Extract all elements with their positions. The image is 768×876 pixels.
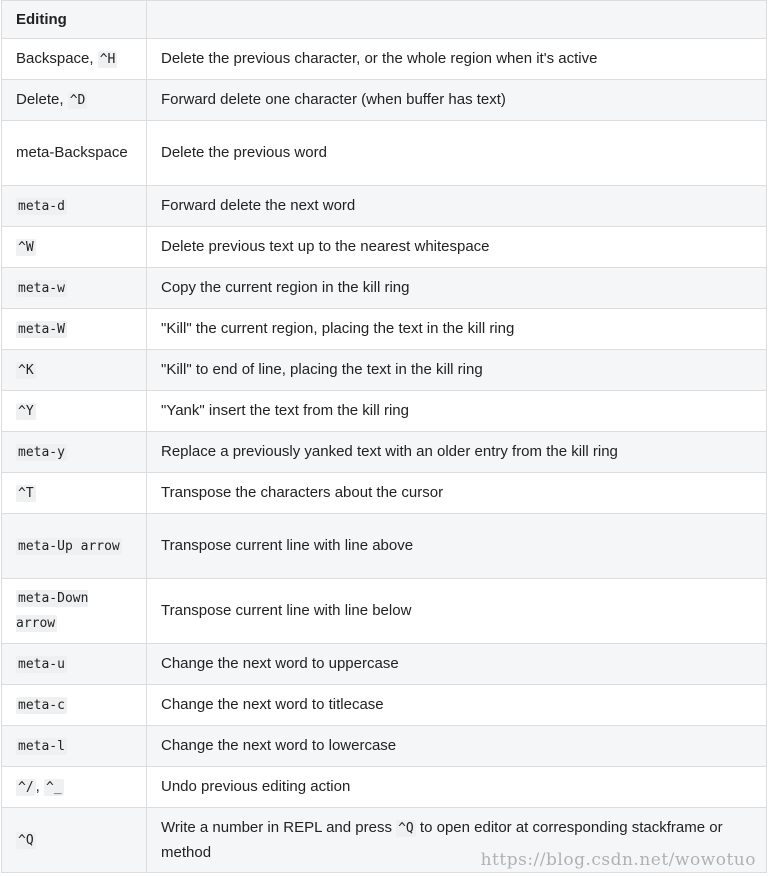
table-row	[2, 309, 767, 350]
text-fragment: Undo previous editing action	[161, 778, 351, 795]
text-fragment: Replace a previously yanked text with an older entry from the kill ring	[161, 443, 618, 460]
text-fragment: Transpose current line with line below	[161, 602, 412, 619]
description-cell	[147, 644, 767, 685]
table-row	[2, 644, 767, 685]
shortcut-key-cell	[2, 186, 147, 227]
description-cell	[147, 39, 767, 80]
text-fragment: Forward delete the next word	[161, 197, 356, 214]
text-fragment: Change the next word to lowercase	[161, 737, 397, 754]
text-fragment: Change the next word to uppercase	[161, 655, 399, 672]
text-fragment: Delete,	[16, 90, 68, 108]
text-fragment: Transpose the characters about the cursor	[161, 484, 444, 501]
text-fragment: Delete previous text up to the nearest whitespace	[161, 238, 490, 255]
inline-code: ^Q	[18, 832, 34, 848]
description-cell	[147, 685, 767, 726]
table-row	[2, 514, 767, 579]
description-cell	[147, 514, 767, 579]
text-fragment: "Kill" to end of line, placing the text in the kill ring	[161, 361, 483, 378]
shortcut-key-cell	[2, 767, 147, 808]
text-fragment: "Kill" the current region, placing the text in the kill ring	[161, 320, 515, 337]
text-fragment: Write a number in REPL and press	[161, 818, 397, 836]
inline-code: meta-l	[18, 738, 65, 754]
shortcut-key-cell	[2, 350, 147, 391]
shortcut-key-cell	[2, 726, 147, 767]
table-row	[2, 350, 767, 391]
inline-code: meta-u	[18, 656, 65, 672]
table-row	[2, 685, 767, 726]
table-row	[2, 473, 767, 514]
description-cell	[147, 268, 767, 309]
table-row	[2, 432, 767, 473]
inline-code: meta-w	[18, 280, 65, 296]
description-cell	[147, 726, 767, 767]
description-cell	[147, 80, 767, 121]
text-fragment: Copy the current region in the kill ring	[161, 279, 410, 296]
table-row	[2, 391, 767, 432]
text-fragment: Change the next word to titlecase	[161, 696, 384, 713]
text-fragment: meta-Backspace	[16, 144, 128, 161]
shortcut-key-cell	[2, 432, 147, 473]
editing-shortcuts-table	[1, 0, 767, 873]
shortcut-key-cell	[2, 39, 147, 80]
shortcut-key-cell	[2, 685, 147, 726]
description-cell	[147, 391, 767, 432]
shortcut-key-cell	[2, 309, 147, 350]
shortcut-key-cell	[2, 644, 147, 685]
shortcut-key-cell	[2, 514, 147, 579]
shortcut-key-cell	[2, 268, 147, 309]
description-cell	[147, 309, 767, 350]
inline-code: ^_	[46, 779, 62, 795]
text-fragment: Backspace,	[16, 49, 98, 67]
shortcut-key-cell	[2, 121, 147, 186]
description-cell	[147, 121, 767, 186]
watermark: https://blog.csdn.net/wowotuo	[480, 850, 756, 870]
table-row	[2, 268, 767, 309]
inline-code: ^T	[18, 485, 34, 501]
inline-code: ^D	[69, 92, 86, 108]
table-row	[2, 39, 767, 80]
description-cell	[147, 186, 767, 227]
header-description	[147, 1, 767, 39]
shortcut-key-cell	[2, 808, 147, 873]
table-row	[2, 80, 767, 121]
shortcut-key-cell	[2, 227, 147, 268]
inline-code: ^Q	[398, 820, 414, 836]
table-row	[2, 767, 767, 808]
description-cell	[147, 579, 767, 644]
inline-code: meta-c	[18, 697, 65, 713]
description-cell	[147, 473, 767, 514]
inline-code: ^Y	[18, 403, 34, 419]
shortcut-key-cell	[2, 391, 147, 432]
text-fragment: to open editor at corresponding stackframe or method	[161, 818, 723, 861]
description-cell	[147, 432, 767, 473]
shortcut-key-cell	[2, 473, 147, 514]
text-fragment: Delete the previous word	[161, 144, 327, 161]
inline-code: ^/	[18, 779, 34, 795]
inline-code: meta-Down arrow	[16, 591, 89, 631]
shortcut-key-cell	[2, 579, 147, 644]
description-cell	[147, 227, 767, 268]
inline-code: ^K	[18, 362, 34, 378]
inline-code: ^H	[99, 51, 116, 67]
description-cell	[147, 350, 767, 391]
table-row	[2, 726, 767, 767]
text-fragment: Transpose current line with line above	[161, 537, 414, 554]
description-cell	[147, 767, 767, 808]
table-row	[2, 121, 767, 186]
text-fragment: Forward delete one character (when buffer has text)	[161, 91, 506, 108]
text-fragment: "Yank" insert the text from the kill ring	[161, 402, 409, 419]
table-body	[2, 39, 767, 873]
text-fragment: Delete the previous character, or the whole region when it's active	[161, 50, 598, 67]
table-row	[2, 186, 767, 227]
inline-code: ^W	[18, 239, 34, 255]
inline-code: meta-Up arrow	[18, 538, 120, 554]
table-header-row	[2, 1, 767, 39]
shortcut-key-cell	[2, 80, 147, 121]
text-fragment: ,	[35, 777, 44, 795]
header-keys: Editing	[2, 1, 147, 39]
table-row	[2, 579, 767, 644]
table-row	[2, 227, 767, 268]
inline-code: meta-d	[18, 198, 65, 214]
inline-code: meta-W	[18, 321, 65, 337]
inline-code: meta-y	[18, 444, 65, 460]
